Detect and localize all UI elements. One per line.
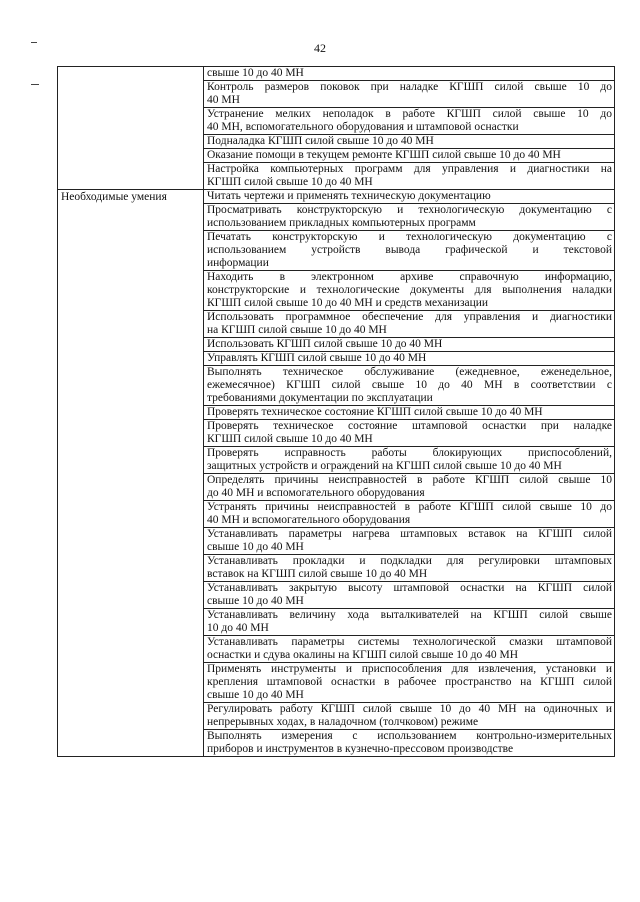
item-text-line: Проверять техническое состояние штамповой оснастки при наладке [207, 420, 612, 432]
item-text-line: оснастки и сдува окалины на КГШП силой свыше 10 до 40 МН [207, 649, 519, 661]
item-cell [204, 163, 615, 190]
item-cell [204, 108, 615, 135]
item-text-line: до 40 МН и вспомогательного оборудования [207, 487, 425, 499]
margin-mark [31, 42, 37, 43]
item-text-line: требованиями документации по эксплуатации [207, 392, 433, 404]
item-text-line: Устанавливать параметры нагрева штамповых вставок на КГШП силой [207, 528, 612, 540]
item-cell [204, 190, 615, 204]
item-cell [204, 609, 615, 636]
item-text-line: Находить в электронном архиве справочную информацию, [207, 271, 612, 283]
table-row [58, 190, 615, 204]
item-text-line: Устанавливать прокладки и подкладки для регулировки штамповых [207, 555, 612, 567]
item-cell [204, 67, 615, 81]
item-text-line: Устанавливать параметры системы технологической смазки штамповой [207, 636, 612, 648]
table-row [58, 67, 615, 81]
item-cell [204, 582, 615, 609]
item-text-line: 40 МН [207, 94, 240, 106]
item-text-line: Подналадка КГШП силой свыше 10 до 40 МН [207, 135, 434, 147]
item-text-line: Просматривать конструкторскую и технологическую документацию с [207, 204, 612, 216]
table-body [58, 67, 615, 757]
item-cell [204, 352, 615, 366]
item-text-line: КГШП силой свыше 10 до 40 МН и средств механизации [207, 297, 489, 309]
item-text-line: Проверять исправность работы блокирующих приспособлений, [207, 447, 612, 459]
item-text-line: Читать чертежи и применять техническую документацию [207, 190, 491, 202]
item-cell [204, 636, 615, 663]
item-text-line: 40 МН и вспомогательного оборудования [207, 514, 411, 526]
item-cell [204, 474, 615, 501]
item-text-line: свыше 10 до 40 МН [207, 541, 304, 553]
item-text-line: использованием прикладных компьютерных программ [207, 217, 476, 229]
item-cell [204, 420, 615, 447]
item-text-line: Контроль размеров поковок при наладке КГШП силой свыше 10 до [207, 81, 612, 93]
item-cell [204, 730, 615, 757]
item-cell [204, 555, 615, 582]
item-text-line: приборов и инструментов в кузнечно-прессовом производстве [207, 743, 514, 755]
item-text-line: крепления штамповой оснастки в рабочее пространство на КГШП силой [207, 676, 612, 688]
item-cell [204, 81, 615, 108]
item-text-line: свыше 10 до 40 МН [207, 67, 304, 79]
item-cell [204, 501, 615, 528]
item-cell [204, 447, 615, 474]
item-text-line: ежемесячное) КГШП силой свыше 10 до 40 МН в соответствии с [207, 379, 612, 391]
item-cell [204, 204, 615, 231]
item-text-line: КГШП силой свыше 10 до 40 МН [207, 433, 373, 445]
item-text-line: Устанавливать закрытую высоту штамповой оснастки на КГШП силой [207, 582, 612, 594]
item-text-line: Определять причины неисправностей в работе КГШП силой свыше 10 [207, 474, 612, 486]
item-cell [204, 703, 615, 730]
section-label-cell [58, 67, 204, 190]
item-text-line: использованием устройств вывода графической и текстовой [207, 244, 612, 256]
page-number: 42 [314, 41, 326, 55]
item-cell [204, 149, 615, 163]
item-text-line: 10 до 40 МН [207, 622, 269, 634]
item-text-line: Устанавливать величину хода выталкивателей на КГШП силой свыше [207, 609, 612, 621]
item-cell [204, 311, 615, 338]
item-text-line: 40 МН, вспомогательного оборудования и штамповой оснастки [207, 121, 519, 133]
item-text-line: Регулировать работу КГШП силой свыше 10 до 40 МН на одиночных и [207, 703, 612, 715]
item-cell [204, 135, 615, 149]
item-cell [204, 528, 615, 555]
item-text-line: Устранять причины неисправностей в работе КГШП силой свыше 10 до [207, 501, 612, 513]
item-cell [204, 271, 615, 311]
item-text-line: Использовать КГШП силой свыше 10 до 40 МН [207, 338, 443, 350]
item-text-line: конструкторские и технологические документы для выполнения наладки [207, 284, 612, 296]
skills-table [57, 66, 615, 757]
item-text-line: свыше 10 до 40 МН [207, 595, 304, 607]
item-text-line: Выполнять измерения с использованием контрольно-измерительных [207, 730, 612, 742]
item-text-line: Применять инструменты и приспособления для извлечения, установки и [207, 663, 612, 675]
item-text-line: непрерывных ходах, в наладочном (толчковом) режиме [207, 716, 479, 728]
item-text-line: информации [207, 257, 269, 269]
item-text-line: Проверять техническое состояние КГШП силой свыше 10 до 40 МН [207, 406, 543, 418]
item-text-line: Настройка компьютерных программ для управления и диагностики на [207, 163, 612, 175]
item-cell [204, 366, 615, 406]
item-text-line: Использовать программное обеспечение для управления и диагностики [207, 311, 612, 323]
item-text-line: Управлять КГШП силой свыше 10 до 40 МН [207, 352, 427, 364]
item-text-line: Выполнять техническое обслуживание (ежедневное, еженедельное, [207, 366, 612, 378]
item-cell [204, 663, 615, 703]
item-text-line: на КГШП силой свыше 10 до 40 МН [207, 324, 387, 336]
item-text-line: Печатать конструкторскую и технологическую документацию с [207, 231, 612, 243]
margin-mark [31, 84, 39, 85]
item-cell [204, 338, 615, 352]
item-text-line: Оказание помощи в текущем ремонте КГШП силой свыше 10 до 40 МН [207, 149, 561, 161]
item-cell [204, 406, 615, 420]
item-text-line: КГШП силой свыше 10 до 40 МН [207, 176, 373, 188]
item-text-line: свыше 10 до 40 МН [207, 689, 304, 701]
item-text-line: защитных устройств и ограждений на КГШП силой свыше 10 до 40 МН [207, 460, 562, 472]
item-text-line: Устранение мелких неполадок в работе КГШП силой свыше 10 до [207, 108, 612, 120]
item-text-line: вставок на КГШП силой свыше 10 до 40 МН [207, 568, 428, 580]
section-label-cell: Необходимые умения [58, 190, 204, 757]
item-cell [204, 231, 615, 271]
